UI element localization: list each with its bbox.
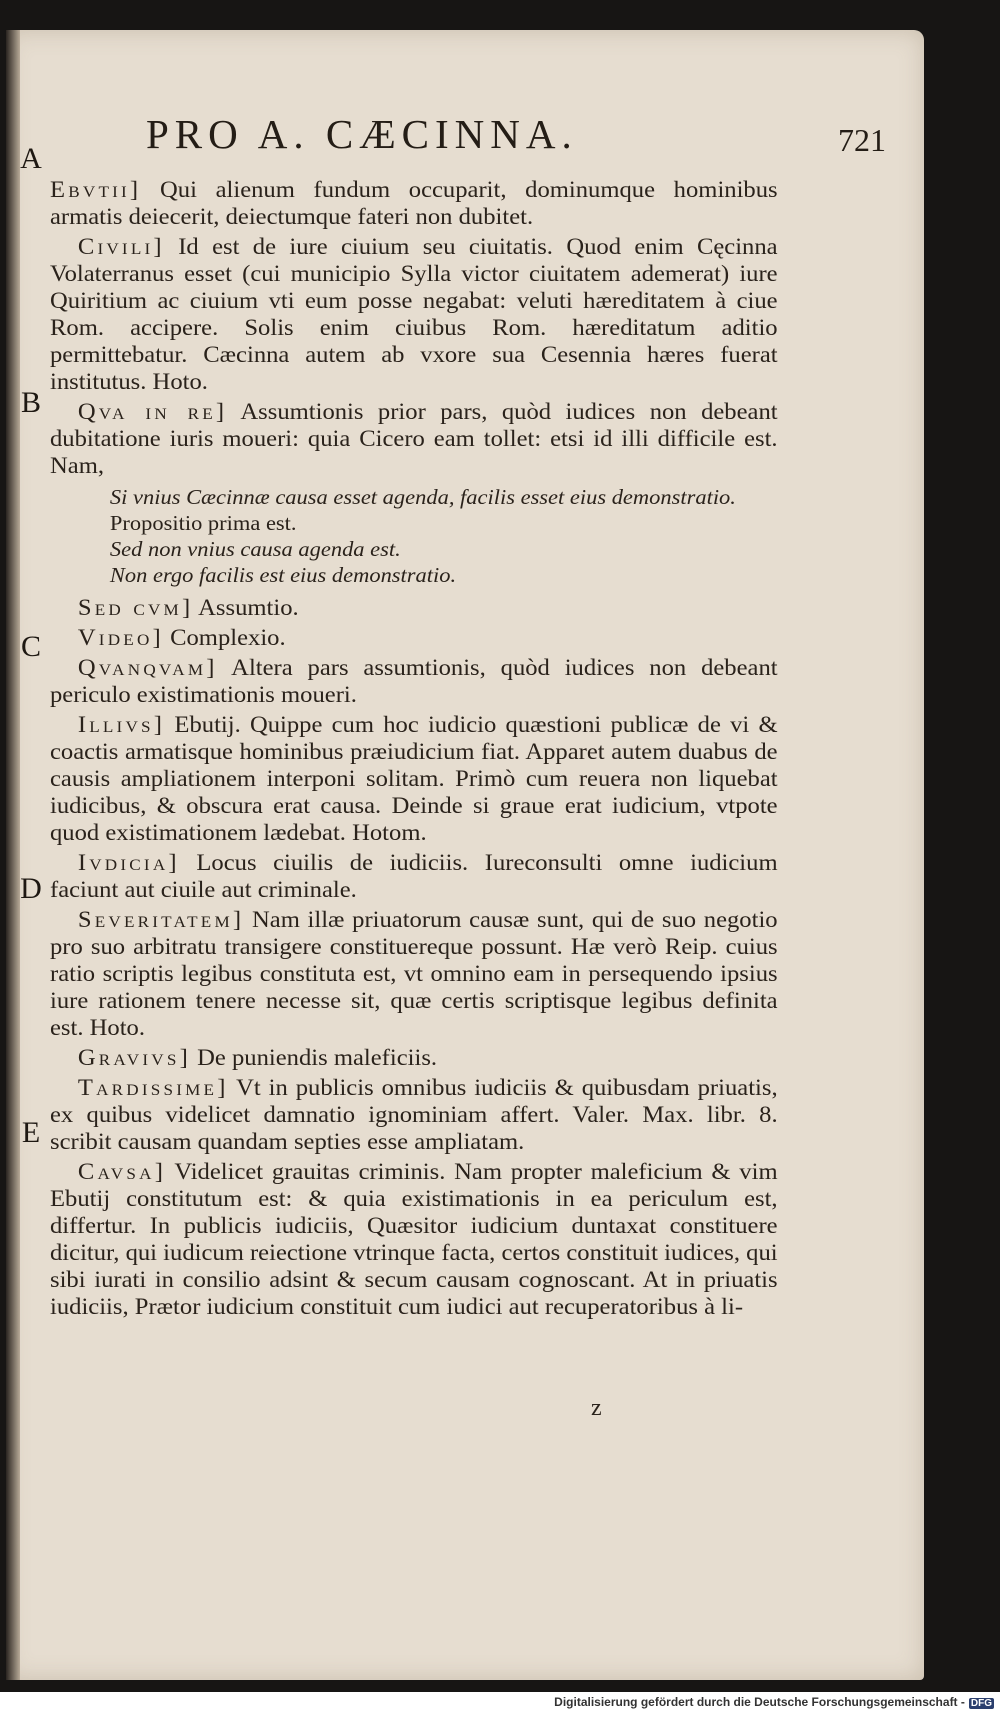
- entry-lemma: Qva in re]: [77, 399, 228, 424]
- margin-letter-a: A: [20, 142, 42, 175]
- entry-text: Complexio.: [170, 625, 286, 650]
- entry-lemma: Severitatem]: [77, 907, 245, 932]
- catchword: z: [591, 1395, 602, 1421]
- entry-lemma: Gravivs]: [77, 1045, 192, 1070]
- entry-lemma: Ebvtii]: [50, 177, 142, 202]
- page-header: [146, 110, 886, 180]
- commentary-entry: [50, 398, 778, 479]
- entry-text: Assumtio.: [198, 595, 299, 620]
- entry-lemma: Illivs]: [77, 712, 166, 737]
- commentary-text: [50, 176, 778, 1323]
- commentary-entry: [50, 594, 778, 621]
- margin-letter-b: B: [20, 386, 41, 419]
- commentary-entry: [50, 624, 778, 651]
- commentary-entry: [50, 233, 778, 395]
- entry-text: Id est de iure ciuium seu ciuitatis. Quod enim Cęcinna Volaterranus esset (cui municipio Sylla victor ciuitatem ademerat) iure Quiritium ac ciuium vti eum posse negabat: veluti hæreditatem à ciue Rom. accipere. Solis enim ciuibus Rom. hæreditatum aditio permittebatur. Cæcinna autem ab vxore sua Cesennia hæres fuerat institutus. Hoto.: [50, 234, 778, 394]
- running-title: PRO A. CÆCINNA.: [146, 111, 578, 157]
- page-number: 721: [838, 122, 886, 158]
- margin-letter-e: E: [21, 1116, 41, 1149]
- entry-lemma: Sed cvm]: [77, 595, 194, 620]
- entry-text: Videlicet grauitas criminis. Nam propter maleficium & vim Ebutij constitutum est: & quia existimationis in ea periculum est, differtur. In publicis iudiciis, Quæsitor iudicium duntaxat constituere dicitur, qui iudicum reiectione vtrinque facta, certos constituit iudices, qui sibi iurati in consilio adsint & secum causam cognoscant. At in priuatis iudiciis, Prætor iudicium constituit cum iudici aut recuperatoribus à li-: [50, 1159, 778, 1319]
- syllogism-major-note: Propositio prima est.: [109, 511, 297, 535]
- commentary-entry: [50, 176, 778, 230]
- syllogism-block: [110, 484, 778, 588]
- entry-lemma: Cavsa]: [77, 1159, 167, 1184]
- digitization-credit: [554, 1695, 994, 1709]
- commentary-entry: [50, 711, 778, 846]
- entry-lemma: Video]: [77, 625, 164, 650]
- entry-text: Nam illæ priuatorum causæ sunt, qui de suo negotio pro suo arbitratu transigere constituereque possunt. Hæ verò Reip. cuius ratio scriptis legibus constituta est, vt omnino eam in persequendo ipsius iure rationem tenere necesse sit, quæ certis scriptisque legibus definita est. Hoto.: [50, 907, 778, 1040]
- dfg-logo: DFG: [970, 1698, 992, 1709]
- entry-text: Ebutij. Quippe cum hoc iudicio quæstioni publicæ de vi & coactis armatisque hominibus præiudicium fiat. Apparet autem duabus de causis ampliationem interponi solitam. Primò cum reuera non liquebat iudicibus, & obscura erat causa. Deinde si graue erat iudicium, vtpote quod existimationem lædebat. Hotom.: [50, 712, 778, 845]
- entry-text: Qui alienum fundum occuparit, dominumque hominibus armatis deiecerit, deiectumque fateri non dubitet.: [50, 177, 778, 229]
- entry-text: Locus ciuilis de iudiciis. Iureconsulti omne iudicium faciunt aut ciuile aut criminale.: [50, 850, 778, 902]
- credit-text: Digitalisierung gefördert durch die Deutsche Forschungsgemeinschaft -: [554, 1695, 965, 1709]
- margin-letter-c: C: [20, 630, 41, 663]
- entry-text: De puniendis maleficiis.: [197, 1045, 438, 1070]
- page-gutter: [6, 30, 20, 1680]
- commentary-entry: [50, 1074, 778, 1155]
- commentary-entry: [50, 1044, 778, 1071]
- syllogism-minor: Sed non vnius causa agenda est.: [109, 537, 401, 561]
- margin-letter-d: D: [20, 872, 42, 905]
- commentary-entry: [50, 1158, 778, 1320]
- entry-lemma: Ivdicia]: [77, 850, 180, 875]
- entry-lemma: Qvanqvam]: [77, 655, 218, 680]
- book-page: [6, 30, 924, 1680]
- commentary-entry: [50, 654, 778, 708]
- commentary-entry: [50, 849, 778, 903]
- entry-text: Altera pars assumtionis, quòd iudices non debeant periculo existimationis moueri.: [50, 655, 778, 707]
- entry-lemma: Tardissime]: [77, 1075, 229, 1100]
- commentary-entry: [50, 906, 778, 1041]
- entry-text: Vt in publicis omnibus iudiciis & quibusdam priuatis, ex quibus videlicet damnatio ignominiam affert. Valer. Max. libr. 8. scribit causam quandam septies esse ampliatam.: [50, 1075, 778, 1154]
- entry-text: Assumtionis prior pars, quòd iudices non debeant dubitatione iuris moueri: quia Cicero eam tollet: etsi id illi difficile est. Nam,: [50, 399, 778, 478]
- syllogism-major-text: Si vnius Cæcinnæ causa esset agenda, facilis esset eius demonstratio.: [109, 485, 736, 509]
- entry-lemma: Civili]: [77, 234, 165, 259]
- syllogism-conclusion: Non ergo facilis est eius demonstratio.: [109, 563, 457, 587]
- syllogism-major: [110, 484, 778, 536]
